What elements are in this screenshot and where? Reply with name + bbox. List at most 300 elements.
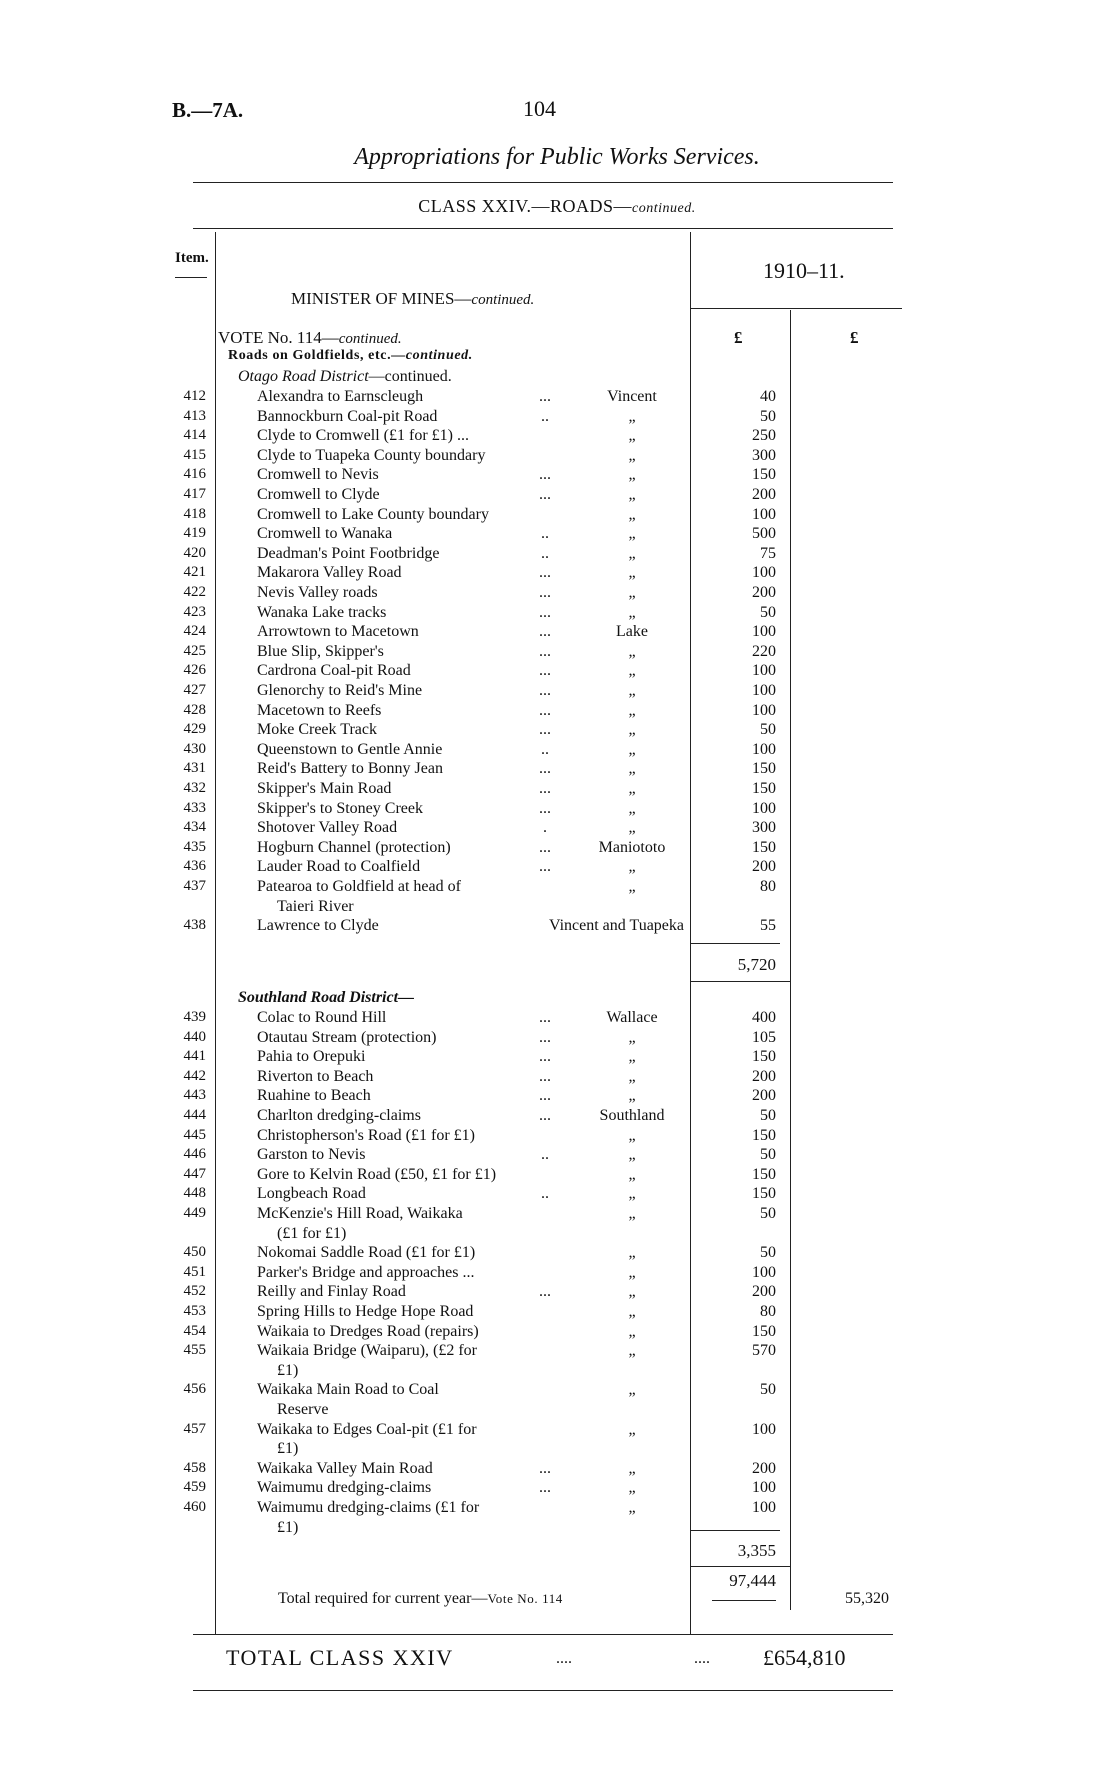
road-name: McKenzie's Hill Road, Waikaka [257,1205,463,1222]
electoral-district: „ [628,1087,636,1105]
amount: 200 [752,1283,776,1301]
table-row [0,1479,1114,1498]
total-required-amount: 55,320 [845,1590,889,1607]
electoral-district: „ [628,505,636,523]
amount: 80 [760,1303,776,1320]
road-name: Deadman's Point Footbridge [257,544,440,562]
leader-dots: .. [541,1185,549,1203]
grand-total-rule [193,1690,893,1691]
leader-dots: ... [539,388,551,405]
road-name-continuation: (£1 for £1) [277,1224,347,1242]
item-number: 425 [183,642,206,659]
grand-total-leader-1: .... [556,1650,572,1667]
item-number: 450 [183,1244,206,1261]
electoral-district: „ [628,740,636,758]
amount: 100 [752,1263,776,1281]
table-row-continuation [0,1225,1114,1244]
table-row [0,1460,1114,1479]
minister-cont: continued. [471,292,535,308]
road-name: Colac to Round Hill [257,1009,387,1026]
amount: 150 [752,1185,776,1203]
table-row [0,917,1114,936]
leader-dots: ... [539,466,551,484]
amount: 150 [752,838,776,856]
table-row [0,545,1114,564]
amount: 100 [752,799,776,817]
table-row [0,604,1114,623]
leader-dots: ... [539,799,551,817]
amount: 150 [752,1126,776,1144]
amount: 300 [752,446,776,464]
table-row [0,1342,1114,1361]
table-row [0,1499,1114,1518]
amount: 300 [752,819,776,837]
electoral-district: „ [628,466,636,484]
item-number: 439 [183,1009,206,1025]
road-name: Cardrona Coal-pit Road [257,662,411,680]
table-row [0,1244,1114,1263]
road-name: Reid's Battery to Bonny Jean [257,760,443,778]
table-row-continuation [0,1401,1114,1420]
item-number: 434 [183,819,206,836]
amount: 100 [752,1420,776,1438]
road-name: Gore to Kelvin Road (£50, £1 for £1) [257,1165,497,1183]
road-name: Nokomai Saddle Road (£1 for £1) [257,1244,476,1262]
amount: 150 [752,1165,776,1183]
amount: 200 [752,858,776,876]
table-row [0,839,1114,858]
electoral-district: „ [628,1185,636,1203]
amount: 500 [752,525,776,543]
amount: 100 [752,623,776,641]
road-name: Clyde to Tuapeka County boundary [257,446,486,464]
leader-dots: . [543,819,547,837]
road-name-continuation: Reserve [277,1401,329,1418]
electoral-district: „ [628,1146,636,1164]
amount: 50 [760,603,776,621]
table-row [0,662,1114,681]
road-name: Lauder Road to Coalfield [257,858,421,876]
road-name: Makarora Valley Road [257,564,402,582]
currency-header-amount: £ [734,328,743,347]
item-number: 454 [183,1322,206,1339]
table-row [0,643,1114,662]
electoral-district: „ [628,1479,636,1497]
amount: 75 [760,544,776,562]
amount: 200 [752,1087,776,1105]
road-name: Spring Hills to Hedge Hope Road [257,1303,474,1320]
total-required-main: Total required for current year— [278,1590,488,1607]
road-name: Cromwell to Nevis [257,466,379,484]
road-name-continuation: £1) [277,1440,299,1458]
road-name: Shotover Valley Road [257,819,398,837]
amount: 100 [752,1499,776,1516]
amount: 200 [752,1067,776,1085]
amount: 220 [752,642,776,660]
amount: 100 [752,1479,776,1497]
item-number: 457 [183,1420,206,1437]
table-row [0,878,1114,897]
otago-subtotal: 5,720 [737,955,776,974]
amount: 100 [752,564,776,582]
leader-dots: ... [539,701,551,719]
leader-dots: .. [541,525,549,543]
leader-dots: ... [539,564,551,582]
amount: 50 [760,1107,776,1124]
road-name: Reilly and Finlay Road [257,1283,406,1301]
item-number: 417 [183,486,206,502]
amount: 100 [752,682,776,699]
road-name: Skipper's to Stoney Creek [257,799,423,817]
leader-dots: ... [539,1107,551,1124]
amount: 100 [752,505,776,523]
table-row [0,1107,1114,1126]
currency-header-total: £ [850,328,859,347]
electoral-district: „ [628,642,636,660]
southland-district-heading: Southland Road District— [238,989,415,1006]
road-name: Alexandra to Earnscleugh [257,388,424,405]
table-row [0,1185,1114,1204]
table-row [0,1421,1114,1440]
leader-dots: ... [539,1067,551,1085]
item-number: 437 [183,878,206,894]
road-name: Christopherson's Road (£1 for £1) [257,1126,475,1144]
electoral-district: „ [628,525,636,543]
year-header: 1910–11. [763,258,845,283]
leader-dots: ... [539,1048,551,1066]
vote-main: VOTE No. 114— [218,328,339,347]
leader-dots: ... [539,623,551,641]
table-row [0,486,1114,505]
amount: 50 [760,1381,776,1399]
leader-dots: ... [539,780,551,797]
table-row-continuation [0,1362,1114,1381]
electoral-district: „ [628,1342,636,1360]
roads-cont: continued. [405,348,473,363]
item-number: 459 [183,1479,206,1496]
amount: 150 [752,1322,776,1340]
item-number: 436 [183,858,206,875]
item-number: 449 [183,1205,206,1221]
road-name: Blue Slip, Skipper's [257,642,384,660]
amount: 400 [752,1009,776,1026]
item-number: 430 [183,740,206,757]
vote-heading [218,328,402,348]
amount: 100 [752,701,776,719]
item-number: 445 [183,1126,206,1143]
leader-dots: ... [539,760,551,778]
report-reference: B.—7A. [172,98,244,122]
otago-subtotal-rule-bottom [690,981,790,982]
road-name: Pahia to Orepuki [257,1048,366,1066]
table-row-continuation [0,1440,1114,1459]
road-name: Wanaka Lake tracks [257,603,387,621]
electoral-district: Lake [616,623,648,641]
grand-total-label: TOTAL CLASS XXIV [226,1645,454,1670]
road-name: Waikaia Bridge (Waiparu), (£2 for [257,1342,477,1360]
amount: 100 [752,740,776,758]
amount: 100 [752,662,776,680]
table-row [0,506,1114,525]
amount: 150 [752,780,776,797]
table-row [0,623,1114,642]
amount: 150 [752,760,776,778]
item-number: 448 [183,1185,206,1202]
road-name: Otautau Stream (protection) [257,1028,437,1046]
electoral-district: „ [628,1459,636,1477]
roads-heading [228,348,473,364]
item-number: 451 [183,1263,206,1280]
leader-dots: ... [539,662,551,680]
grand-total-leader-2: .... [694,1650,710,1667]
amount: 50 [760,1146,776,1164]
electoral-district: „ [628,760,636,778]
table-row [0,780,1114,799]
electoral-district: „ [628,878,636,895]
electoral-district: „ [628,1067,636,1085]
table-row [0,858,1114,877]
electoral-district: „ [628,1165,636,1183]
table-row [0,1381,1114,1400]
amount: 50 [760,407,776,425]
table-row [0,1048,1114,1067]
electoral-district: „ [628,1283,636,1301]
leader-dots: ... [539,1028,551,1046]
amount: 200 [752,584,776,601]
table-row [0,584,1114,603]
page-number: 104 [523,96,556,121]
item-number: 440 [183,1028,206,1045]
class-title [0,196,1114,217]
electoral-district: „ [628,701,636,719]
item-number: 422 [183,584,206,600]
electoral-district: „ [628,682,636,699]
table-row [0,1146,1114,1165]
class-title-main: CLASS XXIV.—ROADS— [418,196,632,216]
electoral-district: „ [628,603,636,621]
item-number: 413 [183,407,206,424]
item-number: 427 [183,682,206,698]
leader-dots: ... [539,721,551,739]
electoral-district: „ [628,1303,636,1320]
road-name: Riverton to Beach [257,1067,374,1085]
item-number: 452 [183,1283,206,1300]
leader-dots: .. [541,740,549,758]
table-row [0,1087,1114,1106]
table-row [0,800,1114,819]
electoral-district: „ [628,584,636,601]
table-top-rule [193,228,893,229]
item-number: 443 [183,1087,206,1104]
road-name-continuation: £1) [277,1361,299,1379]
amount: 150 [752,1048,776,1066]
table-row [0,1127,1114,1146]
leader-dots: .. [541,1146,549,1164]
electoral-district: „ [628,1028,636,1046]
item-number: 421 [183,564,206,581]
amount: 50 [760,721,776,739]
table-row [0,1029,1114,1048]
road-name: Waimumu dredging-claims [257,1479,432,1497]
item-header-rule [175,277,207,278]
electoral-district: „ [628,427,636,445]
road-name: Charlton dredging-claims [257,1107,421,1124]
road-name: Cromwell to Lake County boundary [257,505,489,523]
leader-dots: ... [539,682,551,699]
electoral-district: „ [628,1126,636,1144]
leader-dots: ... [539,1459,551,1477]
item-number: 419 [183,525,206,542]
amount: 570 [752,1342,776,1360]
table-row [0,760,1114,779]
electoral-district: Maniototo [598,838,666,856]
otago-heading-label: Otago Road District [238,368,369,385]
southland-subtotal: 3,355 [737,1541,776,1560]
amount: 50 [760,1244,776,1262]
table-row [0,1166,1114,1185]
item-number: 432 [183,780,206,796]
page-title: Appropriations for Public Works Services. [354,144,760,170]
table-row-continuation [0,898,1114,917]
otago-subtotal-rule [690,943,780,944]
amount: 50 [760,1205,776,1222]
leader-dots: ... [539,1479,551,1497]
road-name: Macetown to Reefs [257,701,382,719]
vote-total-rule [712,1600,776,1601]
leader-dots: ... [539,642,551,660]
item-number: 420 [183,544,206,561]
road-name: Cromwell to Wanaka [257,525,393,543]
electoral-district: „ [628,446,636,464]
item-number: 458 [183,1459,206,1476]
road-name: Lawrence to Clyde [257,917,379,935]
item-number: 444 [183,1107,206,1123]
vote-cont: continued. [338,331,402,347]
table-row [0,564,1114,583]
total-required-vote: Vote No. 114 [487,1591,563,1606]
class-title-cont: continued. [632,201,696,216]
item-number: 441 [183,1048,206,1065]
southland-subtotal-rule-bottom [690,1566,790,1567]
road-name: Queenstown to Gentle Annie [257,740,443,758]
road-name: Skipper's Main Road [257,780,392,797]
table-row [0,1068,1114,1087]
leader-dots: ... [539,838,551,856]
road-name: Clyde to Cromwell (£1 for £1) ... [257,427,469,445]
road-name: Moke Creek Track [257,721,377,739]
amount: 150 [752,466,776,484]
table-row [0,819,1114,838]
road-name: Garston to Nevis [257,1146,366,1164]
leader-dots: ... [539,858,551,876]
table-row [0,1303,1114,1322]
electoral-district: „ [628,544,636,562]
road-name: Waimumu dredging-claims (£1 for [257,1499,480,1516]
table-row [0,702,1114,721]
item-number: 447 [183,1165,206,1182]
otago-district-heading [238,368,452,386]
road-name: Waikaka Valley Main Road [257,1459,433,1477]
electoral-district: „ [628,1420,636,1438]
road-name: Hogburn Channel (protection) [257,838,451,856]
total-required-label [278,1590,563,1608]
table-row [0,447,1114,466]
amount: 40 [760,388,776,405]
item-number: 424 [183,623,206,640]
amount: 105 [752,1028,776,1046]
electoral-district: Vincent [607,388,657,405]
road-name-continuation: £1) [277,1518,299,1536]
leader-dots: ... [539,486,551,503]
electoral-district: „ [628,1381,636,1399]
item-number: 433 [183,799,206,816]
table-row [0,388,1114,407]
item-number: 429 [183,721,206,738]
road-name-continuation: Taieri River [277,897,354,915]
electoral-district: „ [628,1048,636,1066]
road-name: Glenorchy to Reid's Mine [257,682,423,699]
item-column-header: Item. [175,250,209,266]
table-row-continuation [0,1519,1114,1538]
road-name: Ruahine to Beach [257,1087,371,1105]
amount: 200 [752,1459,776,1477]
table-row [0,1205,1114,1224]
otago-heading-cont: —continued. [368,368,452,385]
road-name: Nevis Valley roads [257,584,378,601]
amount: 55 [760,917,776,935]
table-row [0,427,1114,446]
electoral-district: „ [628,486,636,503]
item-number: 412 [183,388,206,404]
amount: 80 [760,878,776,895]
road-name: Cromwell to Clyde [257,486,380,503]
item-number: 438 [183,917,206,934]
minister-heading [291,289,534,309]
item-number: 415 [183,446,206,463]
road-name: Waikaka to Edges Coal-pit (£1 for [257,1420,477,1438]
leader-dots: .. [541,407,549,425]
electoral-district: „ [628,799,636,817]
southland-subtotal-rule [690,1530,780,1531]
minister-main: MINISTER OF MINES— [291,289,472,308]
leader-dots: .. [541,544,549,562]
table-row [0,1009,1114,1028]
table-row [0,466,1114,485]
year-header-rule [690,308,902,309]
table-row [0,525,1114,544]
electoral-district: „ [628,662,636,680]
road-name: Bannockburn Coal-pit Road [257,407,438,425]
road-name: Arrowtown to Macetown [257,623,419,641]
electoral-district: „ [628,721,636,739]
electoral-district: „ [628,1322,636,1340]
item-number: 453 [183,1303,206,1319]
electoral-district: „ [628,780,636,797]
electoral-district: „ [628,1263,636,1281]
table-row [0,682,1114,701]
item-number: 455 [183,1342,206,1359]
electoral-district: „ [628,407,636,425]
electoral-district: „ [628,1205,636,1222]
table-row [0,741,1114,760]
table-row [0,408,1114,427]
table-row [0,721,1114,740]
roads-main: Roads on Goldfields, etc.— [228,348,406,363]
leader-dots: ... [539,1009,551,1026]
table-row [0,1283,1114,1302]
electoral-district: Wallace [606,1009,658,1026]
item-number: 423 [183,603,206,620]
